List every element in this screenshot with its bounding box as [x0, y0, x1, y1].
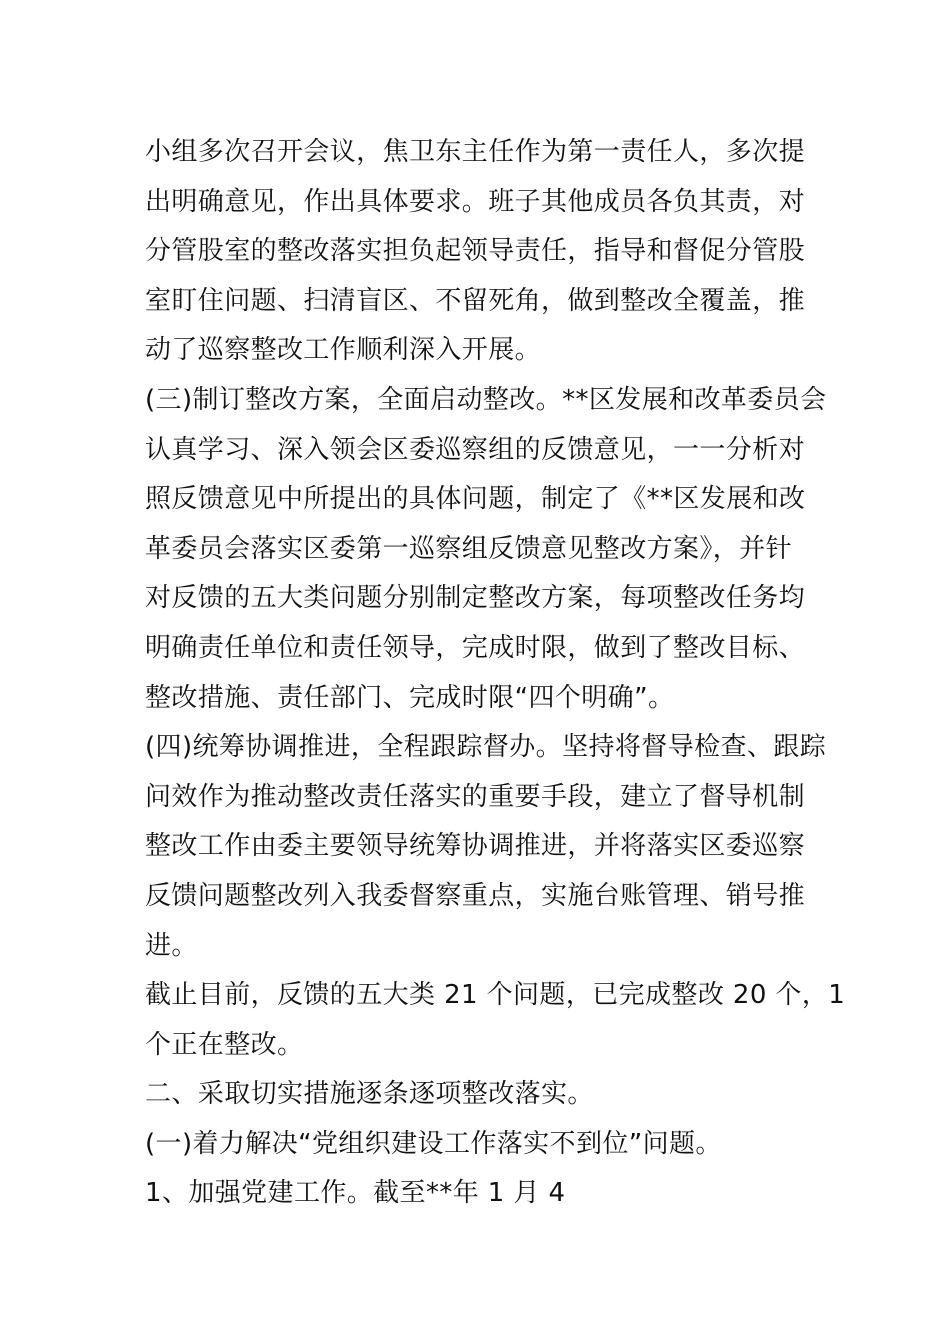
text-line: 整改工作由委主要领导统筹协调推进，并将落实区委巡察	[145, 831, 806, 862]
subsection-heading-1: (一)着力解决“党组织建设工作落实不到位”问题。	[145, 1128, 722, 1159]
text-line: 反馈问题整改列入我委督察重点，实施台账管理、销号推	[145, 880, 806, 911]
item-heading-1: 1、加强党建工作。截至**年 1 月 4	[145, 1178, 566, 1209]
text-line: 小组多次召开会议，焦卫东主任作为第一责任人，多次提	[145, 137, 806, 167]
text-line: 个正在整改。	[145, 1029, 304, 1060]
text-line: 对反馈的五大类问题分别制定整改方案，每项整改任务均	[145, 583, 806, 614]
text-line: 动了巡察整改工作顺利深入开展。	[145, 335, 542, 366]
text-line: 问效作为推动整改责任落实的重要手段，建立了督导机制	[145, 781, 806, 812]
document-body	[145, 128, 846, 1219]
section-heading-4: (四)统筹协调推进，全程跟踪督办。坚持将督导检查、跟踪	[145, 732, 827, 763]
text-line: 进。	[145, 930, 198, 961]
text-line: 整改措施、责任部门、完成时限“四个明确”。	[145, 682, 675, 713]
text-line: 出明确意见，作出具体要求。班子其他成员各负其责，对	[145, 186, 806, 217]
section-heading-3: (三)制订整改方案，全面启动整改。**区发展和改革委员会	[145, 384, 827, 415]
text-line: 认真学习、深入领会区委巡察组的反馈意见，一一分析对	[145, 434, 806, 465]
text-line: 革委员会落实区委第一巡察组反馈意见整改方案》，并针	[145, 533, 793, 564]
section-heading-2: 二、采取切实措施逐条逐项整改落实。	[145, 1079, 594, 1110]
status-summary-line: 截止目前，反馈的五大类 21 个问题，已完成整改 20 个，1	[145, 980, 846, 1011]
text-line: 分管股室的整改落实担负起领导责任，指导和督促分管股	[145, 236, 806, 267]
text-line: 室盯住问题、扫清盲区、不留死角，做到整改全覆盖，推	[145, 285, 806, 316]
text-line: 照反馈意见中所提出的具体问题，制定了《**区发展和改	[145, 484, 806, 515]
text-line: 明确责任单位和责任领导，完成时限，做到了整改目标、	[145, 632, 806, 663]
